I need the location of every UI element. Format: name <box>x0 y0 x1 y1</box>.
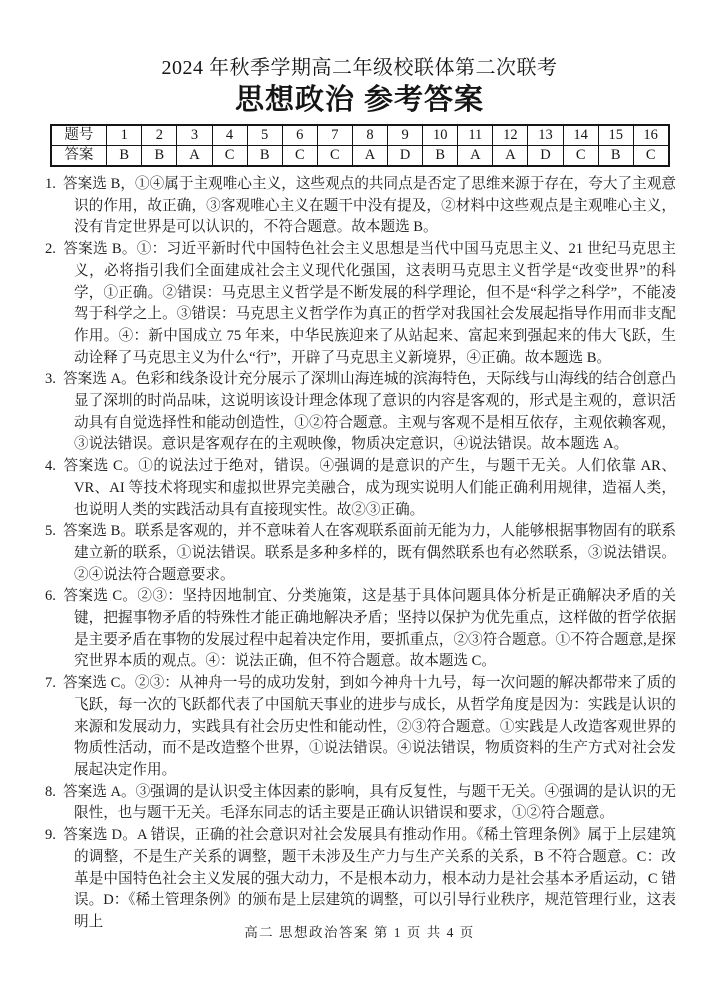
item-number: 1. <box>45 176 56 192</box>
question-number-cell: 2 <box>142 125 177 146</box>
question-number-cell: 15 <box>598 125 633 146</box>
question-number-cell: 12 <box>493 125 528 146</box>
answer-item-3 <box>45 369 676 456</box>
item-text: 答案选 D。A 错误，正确的社会意识对社会发展具有推动作用。《稀土管理条例》属于上层建筑的调整，不是生产关系的调整，题干未涉及生产力与生产关系的关系，B 不符合题意。C：改革是中国特色社会主义发展的强大动力，不是根本动力，根本动力是社会基本矛盾运动，C 错误。D：《稀土管理条例》的颁布是上层建筑的调整，可以引导行业秩序，规范管理行业，这表明上 <box>63 827 676 930</box>
page-subtitle: 思想政治 参考答案 <box>234 84 485 116</box>
item-text: 答案选 C。①的说法过于绝对，错误。④强调的是意识的产生，与题干无关。人们依靠 AR、VR、AI 等技术将现实和虚拟世界完美融合，成为现实说明人们能正确利用规律，造福人类，也说明人类的实践活动具有直接现实性。故②③正确。 <box>63 458 676 518</box>
answer-item-4 <box>45 456 676 521</box>
answer-table <box>50 124 670 167</box>
answer-item-5 <box>45 521 676 586</box>
answer-cell: C <box>317 146 352 167</box>
answer-item-9 <box>45 825 676 934</box>
question-number-cell: 8 <box>352 125 387 146</box>
item-text: 答案选 B。①：习近平新时代中国特色社会主义思想是当代中国马克思主义、21 世纪马克思主义，必将指引我们全面建成社会主义现代化强国，这表明马克思主义哲学是“改变世界”的科学，①正确。②错误：马克思主义哲学是不断发展的科学理论，但不是“科学之科学”，不能凌驾于科学之上。③错误：马克思主义哲学作为真正的哲学对我国社会发展起指导作用而非支配作用。④：新中国成立 75 年来，中华民族迎来了从站起来、富起来到强起来的伟大飞跃，生动诠释了马克思主义为什么“行”，开辟了马克思主义新境界，④正确。故本题选 B。 <box>63 241 676 366</box>
item-text: 答案选 C。②③：从神舟一号的成功发射，到如今神舟十九号，每一次问题的解决都带来了质的飞跃，每一次的飞跃都代表了中国航天事业的进步与成长，从哲学角度是因为：实践是认识的来源和发展动力，实践具有社会历史性和能动性，②③符合题意。①实践是人改造客观世界的物质性活动，而不是改造整个世界，①说法错误。④说法错误，物质资料的生产方式对社会发展起决定作用。 <box>63 675 676 778</box>
answer-cell: B <box>423 146 458 167</box>
item-number: 4. <box>45 458 56 475</box>
answer-cell: C <box>563 146 598 167</box>
answer-cell: B <box>598 146 633 167</box>
question-number-cell: 4 <box>212 125 247 146</box>
answer-cell: B <box>247 146 282 167</box>
answer-explanations <box>45 174 676 934</box>
answer-row <box>51 146 669 167</box>
answer-row-label: 答案 <box>51 146 107 167</box>
answer-item-2 <box>45 239 676 369</box>
item-number: 7. <box>45 675 56 692</box>
item-text: 答案选 C。②③：坚持因地制宜、分类施策，这是基于具体问题具体分析是正确解决矛盾的关键，把握事物矛盾的特殊性才能正确地解决矛盾；坚持以保护为优先重点，这样做的哲学依据是主要矛盾在事物的发展过程中起着决定作用，要抓重点，②③符合题意。①不符合题意,是探究世界本质的观点。④：说法正确，但不符合题意。故本题选 C。 <box>63 588 676 670</box>
question-number-cell: 3 <box>177 125 212 146</box>
answer-cell: C <box>282 146 317 167</box>
answer-cell: B <box>107 146 142 167</box>
item-number: 9. <box>45 827 56 844</box>
question-number-cell: 7 <box>317 125 352 146</box>
answer-item-7 <box>45 673 676 782</box>
question-number-cell: 16 <box>633 125 668 146</box>
question-row-label: 题号 <box>51 125 107 146</box>
item-text: 答案选 B。联系是客观的，并不意味着人在客观联系面前无能为力，人能够根据事物固有的联系建立新的联系，①说法错误。联系是多种多样的，既有偶然联系也有必然联系，③说法错误。②④说法符合题意要求。 <box>63 523 676 583</box>
item-text: 答案选 B，①④属于主观唯心主义，这些观点的共同点是否定了思维来源于存在，夸大了主观意识的作用，故正确，③客观唯心主义在题干中没有提及，②材料中这些观点是主观唯心主义，没有肯定世界是可以认识的，不符合题意。故本题选 B。 <box>63 176 676 236</box>
answer-cell: A <box>352 146 387 167</box>
item-number: 3. <box>45 371 56 388</box>
answer-cell: C <box>212 146 247 167</box>
question-number-cell: 6 <box>282 125 317 146</box>
answer-item-6 <box>45 586 676 673</box>
question-number-cell: 14 <box>563 125 598 146</box>
answer-cell: A <box>177 146 212 167</box>
answer-cell: A <box>458 146 493 167</box>
question-number-cell: 10 <box>423 125 458 146</box>
answer-cell: B <box>142 146 177 167</box>
answer-item-1 <box>45 174 676 239</box>
answer-cell: A <box>493 146 528 167</box>
question-number-cell: 1 <box>107 125 142 146</box>
answer-item-8 <box>45 782 676 825</box>
page-footer: 高二 思想政治答案 第 1 页 共 4 页 <box>244 925 475 940</box>
item-number: 5. <box>45 523 56 540</box>
item-text: 答案选 A。色彩和线条设计充分展示了深圳山海连城的滨海特色，天际线与山海线的结合创意凸显了深圳的时尚品味，这说明该设计理念体现了意识的内容是客观的，形式是主观的，意识活动具有自觉选择性和能动创造性，①②符合题意。主观与客观不是相互依存，主观依赖客观，③说法错误。意识是客观存在的主观映像，物质决定意识，④说法错误。故本题选 A。 <box>63 371 676 453</box>
question-number-cell: 13 <box>528 125 563 146</box>
answer-cell: C <box>633 146 668 167</box>
answer-cell: D <box>388 146 423 167</box>
question-number-cell: 9 <box>388 125 423 146</box>
item-number: 6. <box>45 588 56 605</box>
question-number-cell: 11 <box>458 125 493 146</box>
question-number-cell: 5 <box>247 125 282 146</box>
item-number: 2. <box>45 241 56 258</box>
item-text: 答案选 A。③强调的是认识受主体因素的影响，具有反复性，与题干无关。④强调的是认识的无限性，也与题干无关。毛泽东同志的话主要是正确认识错误和要求，①②符合题意。 <box>63 783 676 822</box>
item-number: 8. <box>45 783 56 800</box>
answer-cell: D <box>528 146 563 167</box>
page-title: 2024 年秋季学期高二年级校联体第二次联考 <box>161 57 558 79</box>
question-number-row <box>51 125 669 146</box>
